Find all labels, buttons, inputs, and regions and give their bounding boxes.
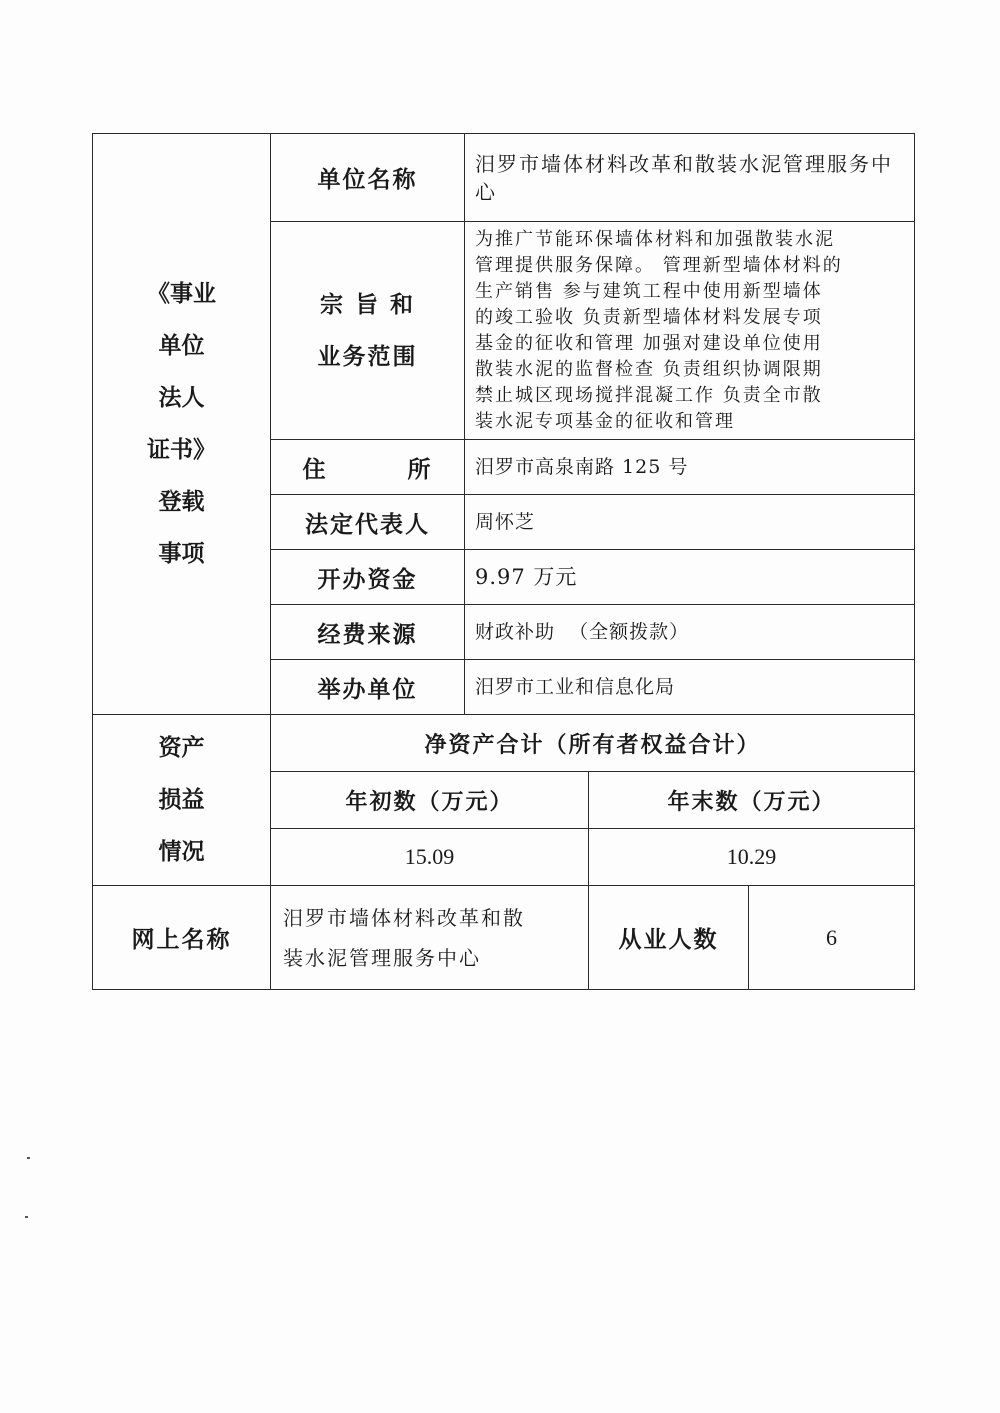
end-label: 年末数（万元） [589, 772, 915, 829]
purpose-label-line: 宗 旨 和 [319, 291, 415, 318]
end-value: 10.29 [589, 829, 915, 886]
address-value: 汨罗市高泉南路 125 号 [465, 440, 915, 495]
purpose-line: 生产销售 参与建筑工程中使用新型墙体 [475, 280, 823, 302]
online-name-value [271, 886, 589, 990]
purpose-line: 禁止城区现场搅拌混凝工作 负责全市散 [475, 384, 823, 406]
capital-value: 9.97 万元 [465, 550, 915, 605]
online-name-label: 网上名称 [93, 886, 271, 990]
capital-label: 开办资金 [271, 550, 465, 605]
sponsor-value: 汨罗市工业和信息化局 [465, 660, 915, 715]
purpose-line: 基金的征收和管理 加强对建设单位使用 [475, 332, 823, 354]
funding-value: 财政补助 （全额拨款） [465, 605, 915, 660]
section-title-line: 事项 [158, 541, 205, 567]
assets-section-title [93, 715, 271, 886]
purpose-line: 为推广节能环保墙体材料和加强散装水泥 [475, 228, 835, 250]
registration-section-title [93, 134, 271, 715]
scan-speck [27, 1157, 30, 1159]
section-title-line: 单位 [158, 333, 205, 359]
section-title-line: 证书》 [147, 437, 216, 463]
purpose-line: 管理提供服务保障。 管理新型墙体材料的 [475, 254, 843, 276]
staff-value: 6 [749, 886, 915, 990]
address-label: 住 所 [271, 440, 465, 495]
purpose-line: 散装水泥的监督检查 负责组织协调限期 [475, 358, 823, 380]
purpose-value [465, 222, 915, 440]
assets-title-line: 损益 [158, 787, 205, 813]
purpose-line: 的竣工验收 负责新型墙体材料发展专项 [475, 306, 823, 328]
purpose-label-line: 业务范围 [317, 343, 418, 370]
unit-name-label: 单位名称 [271, 134, 465, 222]
staff-label: 从业人数 [589, 886, 749, 990]
online-name-line: 装水泥管理服务中心 [283, 945, 481, 970]
row-unit-name [93, 134, 915, 222]
unit-name-value: 汨罗市墙体材料改革和散装水泥管理服务中心 [465, 134, 915, 222]
legal-rep-label: 法定代表人 [271, 495, 465, 550]
scan-speck [25, 1216, 28, 1218]
begin-label: 年初数（万元） [271, 772, 589, 829]
row-net-assets-header [93, 715, 915, 772]
assets-title-line: 资产 [158, 735, 205, 761]
begin-value: 15.09 [271, 829, 589, 886]
funding-label: 经费来源 [271, 605, 465, 660]
section-title-line: 法人 [158, 385, 205, 411]
section-title-line: 《事业 [147, 281, 216, 307]
purpose-line: 装水泥专项基金的征收和管理 [475, 410, 735, 432]
section-title-line: 登载 [158, 489, 205, 515]
row-online-name [93, 886, 915, 990]
sponsor-label: 举办单位 [271, 660, 465, 715]
net-assets-label: 净资产合计（所有者权益合计） [271, 715, 915, 772]
legal-rep-value: 周怀芝 [465, 495, 915, 550]
purpose-label [271, 222, 465, 440]
assets-title-line: 情况 [158, 839, 205, 865]
online-name-line: 汨罗市墙体材料改革和散 [283, 905, 525, 930]
registration-table [92, 133, 915, 990]
